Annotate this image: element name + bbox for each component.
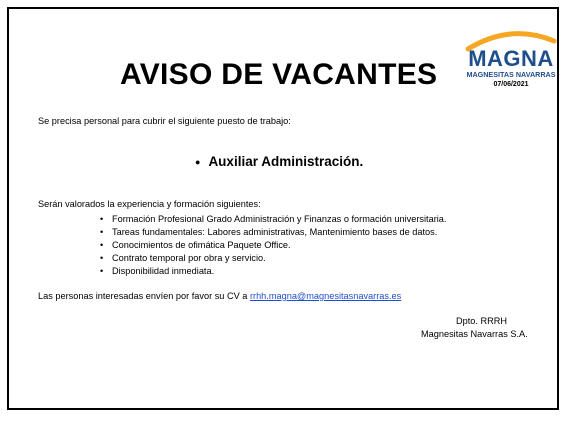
list-item: • Formación Profesional Grado Administración y Finanzas o formación universitaria. — [100, 213, 446, 226]
intro-text: Se precisa personal para cubrir el siguiente puesto de trabajo: — [38, 116, 291, 126]
email-link[interactable]: rrhh.magna@magnesitasnavarras.es — [249, 291, 402, 301]
company-logo — [462, 27, 560, 102]
bullet-icon: ● — [195, 157, 201, 167]
notice-date: 07/06/2021 — [493, 81, 529, 88]
logo-wordmark: MAGNA — [468, 46, 554, 71]
signature-dept: Dpto. RRRH — [456, 316, 508, 326]
list-item: • Conocimientos de ofimática Paquete Office. — [100, 239, 446, 252]
signature-company: Magnesitas Navarras S.A. — [421, 329, 528, 339]
list-item: • Disponibilidad inmediata. — [100, 265, 446, 278]
apply-text: Las personas interesadas envíen por favor su CV a — [38, 291, 250, 301]
requirements-list — [100, 213, 446, 278]
valued-intro: Serán valorados la experiencia y formación siguientes: — [38, 199, 261, 209]
apply-instructions — [38, 291, 401, 301]
job-position-label: Auxiliar Administración. — [208, 154, 364, 169]
list-item: • Contrato temporal por obra y servicio. — [100, 252, 446, 265]
logo-subtitle: MAGNESITAS NAVARRAS — [466, 70, 556, 79]
page-title: AVISO DE VACANTES — [120, 58, 438, 91]
list-item: • Tareas fundamentales: Labores administrativas, Mantenimiento bases de datos. — [100, 226, 446, 239]
job-position — [195, 154, 363, 169]
